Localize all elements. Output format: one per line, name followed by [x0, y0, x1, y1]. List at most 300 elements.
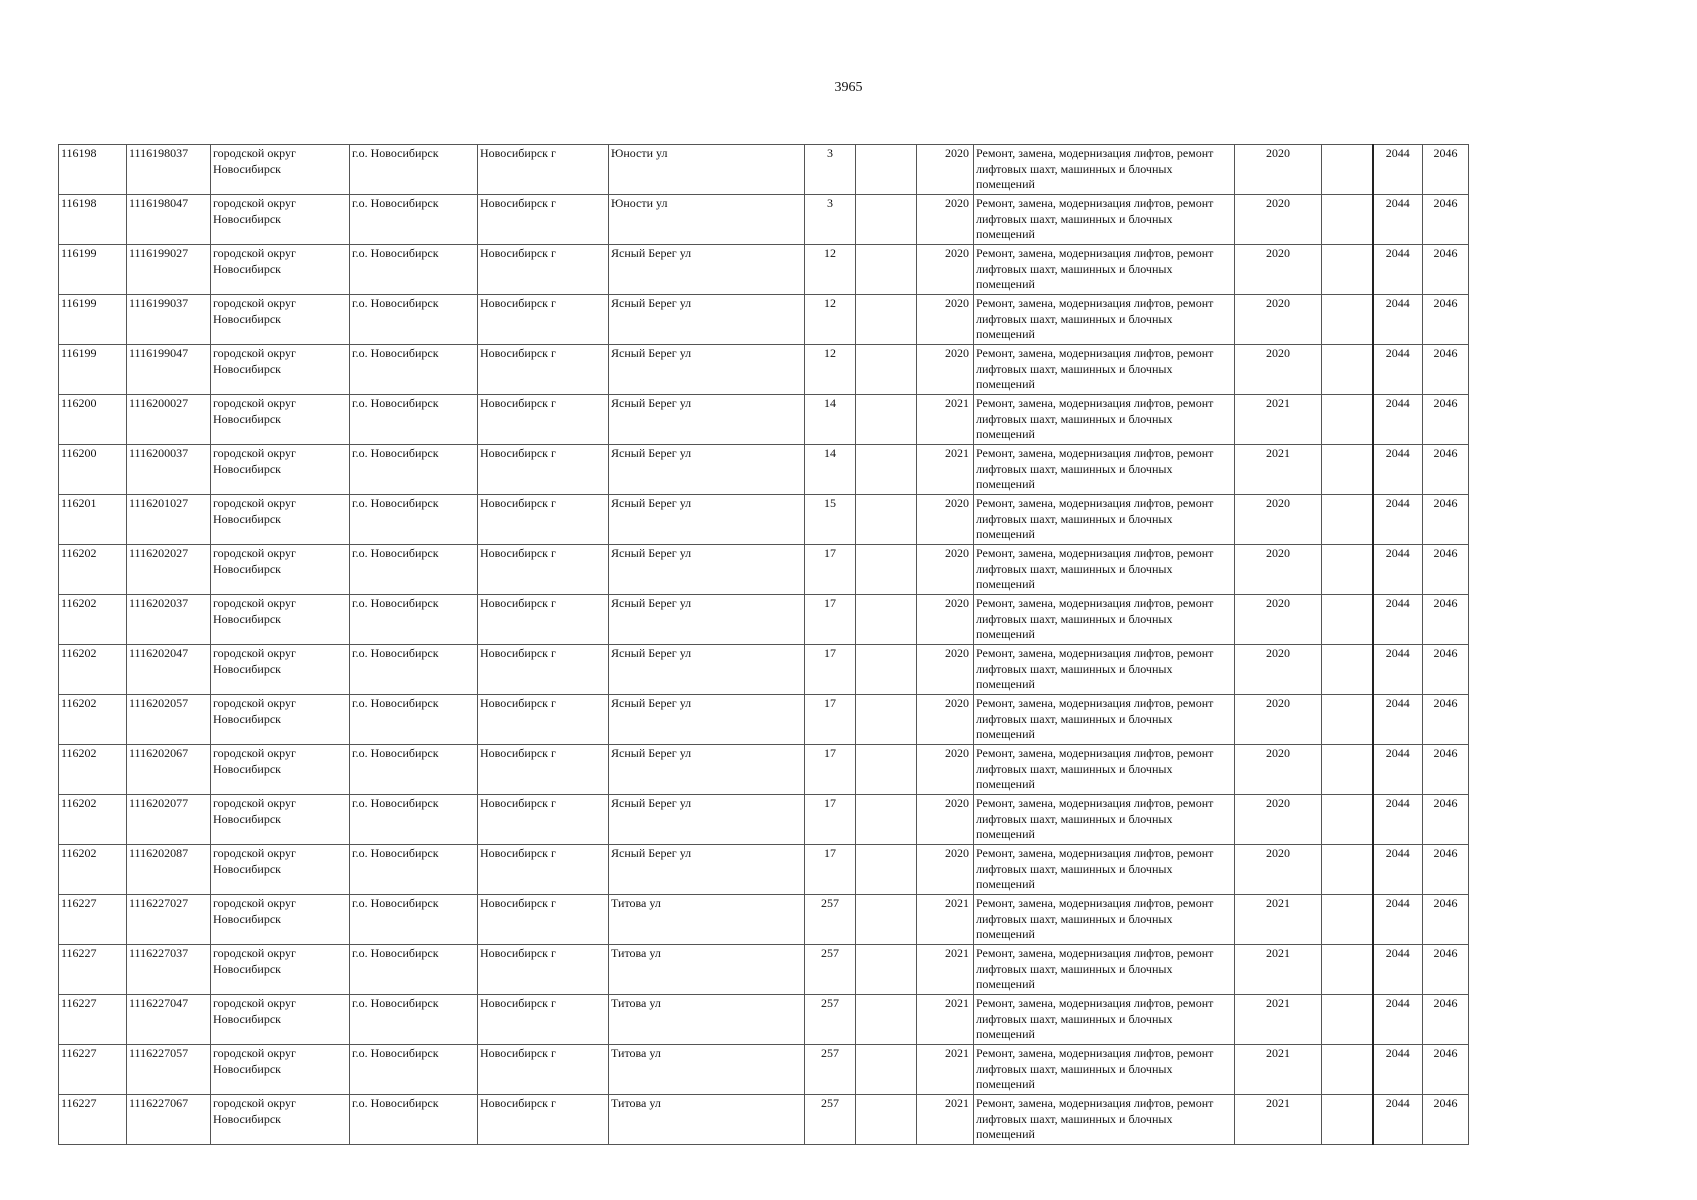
planned-year-cell: 2021: [917, 395, 974, 445]
work-type-cell: Ремонт, замена, модернизация лифтов, ремонт лифтовых шахт, машинных и блочных помещений: [974, 295, 1235, 345]
next-period-start-cell: 2044: [1373, 1095, 1423, 1145]
next-period-start-cell: 2044: [1373, 295, 1423, 345]
city-cell: Новосибирск г: [478, 245, 609, 295]
object-code-cell: 1116202067: [127, 745, 211, 795]
empty-cell: [1322, 145, 1373, 195]
next-period-start-cell: 2044: [1373, 245, 1423, 295]
district-short-cell: г.о. Новосибирск: [350, 595, 478, 645]
district-short-cell: г.о. Новосибирск: [350, 445, 478, 495]
work-year-cell: 2020: [1235, 845, 1322, 895]
work-year-cell: 2020: [1235, 495, 1322, 545]
house-number-cell: 257: [805, 1045, 856, 1095]
work-year-cell: 2020: [1235, 595, 1322, 645]
city-cell: Новосибирск г: [478, 595, 609, 645]
planned-year-cell: 2021: [917, 445, 974, 495]
planned-year-cell: 2020: [917, 545, 974, 595]
work-type-cell: Ремонт, замена, модернизация лифтов, ремонт лифтовых шахт, машинных и блочных помещений: [974, 595, 1235, 645]
building-letter-cell: [856, 245, 917, 295]
planned-year-cell: 2021: [917, 995, 974, 1045]
table-row: [59, 695, 1469, 745]
table-row: [59, 495, 1469, 545]
next-period-end-cell: 2046: [1423, 495, 1469, 545]
work-type-cell: Ремонт, замена, модернизация лифтов, ремонт лифтовых шахт, машинных и блочных помещений: [974, 145, 1235, 195]
next-period-end-cell: 2046: [1423, 395, 1469, 445]
work-type-cell: Ремонт, замена, модернизация лифтов, ремонт лифтовых шахт, машинных и блочных помещений: [974, 645, 1235, 695]
district-short-cell: г.о. Новосибирск: [350, 545, 478, 595]
empty-cell: [1322, 645, 1373, 695]
next-period-start-cell: 2044: [1373, 195, 1423, 245]
house-number-cell: 257: [805, 945, 856, 995]
house-number-cell: 17: [805, 645, 856, 695]
building-id-cell: 116227: [59, 895, 127, 945]
empty-cell: [1322, 745, 1373, 795]
street-cell: Ясный Берег ул: [609, 395, 805, 445]
empty-cell: [1322, 845, 1373, 895]
table-row: [59, 295, 1469, 345]
planned-year-cell: 2020: [917, 345, 974, 395]
work-year-cell: 2020: [1235, 695, 1322, 745]
empty-cell: [1322, 995, 1373, 1045]
municipality-cell: городской округ Новосибирск: [211, 895, 350, 945]
table-row: [59, 895, 1469, 945]
building-id-cell: 116198: [59, 195, 127, 245]
building-letter-cell: [856, 545, 917, 595]
next-period-end-cell: 2046: [1423, 445, 1469, 495]
building-letter-cell: [856, 1045, 917, 1095]
city-cell: Новосибирск г: [478, 995, 609, 1045]
city-cell: Новосибирск г: [478, 895, 609, 945]
street-cell: Ясный Берег ул: [609, 595, 805, 645]
work-year-cell: 2020: [1235, 645, 1322, 695]
house-number-cell: 17: [805, 695, 856, 745]
building-id-cell: 116202: [59, 545, 127, 595]
next-period-end-cell: 2046: [1423, 1045, 1469, 1095]
object-code-cell: 1116202027: [127, 545, 211, 595]
table-row: [59, 845, 1469, 895]
city-cell: Новосибирск г: [478, 445, 609, 495]
municipality-cell: городской округ Новосибирск: [211, 745, 350, 795]
building-letter-cell: [856, 895, 917, 945]
district-short-cell: г.о. Новосибирск: [350, 645, 478, 695]
next-period-start-cell: 2044: [1373, 645, 1423, 695]
planned-year-cell: 2020: [917, 295, 974, 345]
table-row: [59, 595, 1469, 645]
house-number-cell: 15: [805, 495, 856, 545]
building-id-cell: 116200: [59, 445, 127, 495]
city-cell: Новосибирск г: [478, 145, 609, 195]
empty-cell: [1322, 1095, 1373, 1145]
table-row: [59, 445, 1469, 495]
work-type-cell: Ремонт, замена, модернизация лифтов, ремонт лифтовых шахт, машинных и блочных помещений: [974, 395, 1235, 445]
empty-cell: [1322, 1045, 1373, 1095]
object-code-cell: 1116201027: [127, 495, 211, 545]
table-row: [59, 945, 1469, 995]
street-cell: Ясный Берег ул: [609, 645, 805, 695]
city-cell: Новосибирск г: [478, 1095, 609, 1145]
district-short-cell: г.о. Новосибирск: [350, 795, 478, 845]
next-period-start-cell: 2044: [1373, 345, 1423, 395]
city-cell: Новосибирск г: [478, 545, 609, 595]
building-id-cell: 116202: [59, 795, 127, 845]
building-id-cell: 116199: [59, 345, 127, 395]
object-code-cell: 1116227047: [127, 995, 211, 1045]
work-type-cell: Ремонт, замена, модернизация лифтов, ремонт лифтовых шахт, машинных и блочных помещений: [974, 1095, 1235, 1145]
next-period-start-cell: 2044: [1373, 145, 1423, 195]
work-year-cell: 2020: [1235, 195, 1322, 245]
street-cell: Титова ул: [609, 945, 805, 995]
next-period-start-cell: 2044: [1373, 545, 1423, 595]
city-cell: Новосибирск г: [478, 645, 609, 695]
planned-year-cell: 2020: [917, 145, 974, 195]
city-cell: Новосибирск г: [478, 495, 609, 545]
municipality-cell: городской округ Новосибирск: [211, 345, 350, 395]
building-id-cell: 116198: [59, 145, 127, 195]
street-cell: Ясный Берег ул: [609, 545, 805, 595]
work-year-cell: 2021: [1235, 995, 1322, 1045]
city-cell: Новосибирск г: [478, 345, 609, 395]
next-period-end-cell: 2046: [1423, 645, 1469, 695]
building-id-cell: 116227: [59, 945, 127, 995]
municipality-cell: городской округ Новосибирск: [211, 795, 350, 845]
planned-year-cell: 2021: [917, 945, 974, 995]
table-row: [59, 995, 1469, 1045]
street-cell: Юности ул: [609, 145, 805, 195]
municipality-cell: городской округ Новосибирск: [211, 545, 350, 595]
next-period-start-cell: 2044: [1373, 445, 1423, 495]
city-cell: Новосибирск г: [478, 695, 609, 745]
municipality-cell: городской округ Новосибирск: [211, 645, 350, 695]
planned-year-cell: 2020: [917, 195, 974, 245]
object-code-cell: 1116227037: [127, 945, 211, 995]
municipality-cell: городской округ Новосибирск: [211, 145, 350, 195]
house-number-cell: 257: [805, 995, 856, 1045]
work-type-cell: Ремонт, замена, модернизация лифтов, ремонт лифтовых шахт, машинных и блочных помещений: [974, 445, 1235, 495]
house-number-cell: 17: [805, 595, 856, 645]
work-year-cell: 2020: [1235, 745, 1322, 795]
work-year-cell: 2020: [1235, 145, 1322, 195]
next-period-start-cell: 2044: [1373, 1045, 1423, 1095]
building-letter-cell: [856, 695, 917, 745]
work-type-cell: Ремонт, замена, модернизация лифтов, ремонт лифтовых шахт, машинных и блочных помещений: [974, 195, 1235, 245]
building-id-cell: 116201: [59, 495, 127, 545]
building-id-cell: 116202: [59, 695, 127, 745]
empty-cell: [1322, 245, 1373, 295]
city-cell: Новосибирск г: [478, 795, 609, 845]
house-number-cell: 257: [805, 895, 856, 945]
object-code-cell: 1116202077: [127, 795, 211, 845]
next-period-end-cell: 2046: [1423, 545, 1469, 595]
work-type-cell: Ремонт, замена, модернизация лифтов, ремонт лифтовых шахт, машинных и блочных помещений: [974, 795, 1235, 845]
work-year-cell: 2021: [1235, 1045, 1322, 1095]
next-period-end-cell: 2046: [1423, 295, 1469, 345]
building-id-cell: 116227: [59, 995, 127, 1045]
next-period-end-cell: 2046: [1423, 595, 1469, 645]
work-year-cell: 2020: [1235, 345, 1322, 395]
table-row: [59, 1095, 1469, 1145]
street-cell: Титова ул: [609, 1095, 805, 1145]
planned-year-cell: 2021: [917, 1045, 974, 1095]
empty-cell: [1322, 445, 1373, 495]
next-period-start-cell: 2044: [1373, 845, 1423, 895]
empty-cell: [1322, 695, 1373, 745]
municipality-cell: городской округ Новосибирск: [211, 945, 350, 995]
municipality-cell: городской округ Новосибирск: [211, 1095, 350, 1145]
planned-year-cell: 2020: [917, 645, 974, 695]
empty-cell: [1322, 595, 1373, 645]
table-row: [59, 545, 1469, 595]
house-number-cell: 17: [805, 845, 856, 895]
building-id-cell: 116202: [59, 845, 127, 895]
house-number-cell: 14: [805, 395, 856, 445]
planned-year-cell: 2020: [917, 745, 974, 795]
object-code-cell: 1116199037: [127, 295, 211, 345]
planned-year-cell: 2020: [917, 695, 974, 745]
municipality-cell: городской округ Новосибирск: [211, 995, 350, 1045]
work-year-cell: 2021: [1235, 395, 1322, 445]
district-short-cell: г.о. Новосибирск: [350, 495, 478, 545]
object-code-cell: 1116227027: [127, 895, 211, 945]
next-period-end-cell: 2046: [1423, 145, 1469, 195]
street-cell: Ясный Берег ул: [609, 845, 805, 895]
table-row: [59, 195, 1469, 245]
building-letter-cell: [856, 995, 917, 1045]
municipality-cell: городской округ Новосибирск: [211, 595, 350, 645]
table-row: [59, 795, 1469, 845]
table-row: [59, 345, 1469, 395]
building-letter-cell: [856, 195, 917, 245]
next-period-end-cell: 2046: [1423, 795, 1469, 845]
object-code-cell: 1116198047: [127, 195, 211, 245]
district-short-cell: г.о. Новосибирск: [350, 295, 478, 345]
work-year-cell: 2020: [1235, 545, 1322, 595]
work-year-cell: 2020: [1235, 245, 1322, 295]
building-letter-cell: [856, 395, 917, 445]
house-number-cell: 17: [805, 745, 856, 795]
work-type-cell: Ремонт, замена, модернизация лифтов, ремонт лифтовых шахт, машинных и блочных помещений: [974, 745, 1235, 795]
district-short-cell: г.о. Новосибирск: [350, 195, 478, 245]
next-period-end-cell: 2046: [1423, 995, 1469, 1045]
municipality-cell: городской округ Новосибирск: [211, 845, 350, 895]
building-letter-cell: [856, 645, 917, 695]
house-number-cell: 12: [805, 345, 856, 395]
table-row: [59, 745, 1469, 795]
empty-cell: [1322, 345, 1373, 395]
next-period-end-cell: 2046: [1423, 745, 1469, 795]
municipality-cell: городской округ Новосибирск: [211, 245, 350, 295]
next-period-end-cell: 2046: [1423, 195, 1469, 245]
page-number: 3965: [834, 80, 863, 95]
work-type-cell: Ремонт, замена, модернизация лифтов, ремонт лифтовых шахт, машинных и блочных помещений: [974, 695, 1235, 745]
building-letter-cell: [856, 295, 917, 345]
street-cell: Ясный Берег ул: [609, 445, 805, 495]
street-cell: Титова ул: [609, 995, 805, 1045]
district-short-cell: г.о. Новосибирск: [350, 695, 478, 745]
street-cell: Ясный Берег ул: [609, 495, 805, 545]
street-cell: Ясный Берег ул: [609, 745, 805, 795]
registry-table: [58, 144, 1469, 1145]
next-period-start-cell: 2044: [1373, 995, 1423, 1045]
city-cell: Новосибирск г: [478, 745, 609, 795]
next-period-end-cell: 2046: [1423, 345, 1469, 395]
next-period-start-cell: 2044: [1373, 745, 1423, 795]
object-code-cell: 1116198037: [127, 145, 211, 195]
planned-year-cell: 2020: [917, 595, 974, 645]
street-cell: Ясный Берег ул: [609, 795, 805, 845]
empty-cell: [1322, 945, 1373, 995]
next-period-end-cell: 2046: [1423, 1095, 1469, 1145]
planned-year-cell: 2020: [917, 845, 974, 895]
planned-year-cell: 2021: [917, 895, 974, 945]
district-short-cell: г.о. Новосибирск: [350, 745, 478, 795]
next-period-start-cell: 2044: [1373, 895, 1423, 945]
house-number-cell: 257: [805, 1095, 856, 1145]
house-number-cell: 12: [805, 295, 856, 345]
building-letter-cell: [856, 345, 917, 395]
object-code-cell: 1116227067: [127, 1095, 211, 1145]
municipality-cell: городской округ Новосибирск: [211, 195, 350, 245]
object-code-cell: 1116227057: [127, 1045, 211, 1095]
house-number-cell: 14: [805, 445, 856, 495]
building-letter-cell: [856, 1095, 917, 1145]
next-period-end-cell: 2046: [1423, 245, 1469, 295]
street-cell: Юности ул: [609, 195, 805, 245]
table-row: [59, 1045, 1469, 1095]
object-code-cell: 1116200037: [127, 445, 211, 495]
table-row: [59, 395, 1469, 445]
next-period-start-cell: 2044: [1373, 395, 1423, 445]
work-type-cell: Ремонт, замена, модернизация лифтов, ремонт лифтовых шахт, машинных и блочных помещений: [974, 945, 1235, 995]
city-cell: Новосибирск г: [478, 195, 609, 245]
street-cell: Ясный Берег ул: [609, 345, 805, 395]
building-letter-cell: [856, 445, 917, 495]
work-year-cell: 2021: [1235, 1095, 1322, 1145]
work-type-cell: Ремонт, замена, модернизация лифтов, ремонт лифтовых шахт, машинных и блочных помещений: [974, 995, 1235, 1045]
object-code-cell: 1116199047: [127, 345, 211, 395]
building-id-cell: 116227: [59, 1045, 127, 1095]
house-number-cell: 17: [805, 795, 856, 845]
work-type-cell: Ремонт, замена, модернизация лифтов, ремонт лифтовых шахт, машинных и блочных помещений: [974, 845, 1235, 895]
building-letter-cell: [856, 795, 917, 845]
object-code-cell: 1116200027: [127, 395, 211, 445]
building-letter-cell: [856, 945, 917, 995]
municipality-cell: городской округ Новосибирск: [211, 395, 350, 445]
street-cell: Титова ул: [609, 1045, 805, 1095]
house-number-cell: 3: [805, 195, 856, 245]
house-number-cell: 17: [805, 545, 856, 595]
work-year-cell: 2021: [1235, 445, 1322, 495]
work-year-cell: 2020: [1235, 295, 1322, 345]
city-cell: Новосибирск г: [478, 845, 609, 895]
municipality-cell: городской округ Новосибирск: [211, 445, 350, 495]
table-row: [59, 145, 1469, 195]
empty-cell: [1322, 495, 1373, 545]
work-type-cell: Ремонт, замена, модернизация лифтов, ремонт лифтовых шахт, машинных и блочных помещений: [974, 495, 1235, 545]
empty-cell: [1322, 895, 1373, 945]
district-short-cell: г.о. Новосибирск: [350, 145, 478, 195]
house-number-cell: 3: [805, 145, 856, 195]
registry-body: [59, 145, 1469, 1145]
municipality-cell: городской округ Новосибирск: [211, 495, 350, 545]
building-id-cell: 116202: [59, 645, 127, 695]
empty-cell: [1322, 195, 1373, 245]
building-letter-cell: [856, 495, 917, 545]
table-row: [59, 645, 1469, 695]
district-short-cell: г.о. Новосибирск: [350, 995, 478, 1045]
object-code-cell: 1116202047: [127, 645, 211, 695]
next-period-start-cell: 2044: [1373, 795, 1423, 845]
planned-year-cell: 2020: [917, 795, 974, 845]
object-code-cell: 1116202087: [127, 845, 211, 895]
work-type-cell: Ремонт, замена, модернизация лифтов, ремонт лифтовых шахт, машинных и блочных помещений: [974, 245, 1235, 295]
district-short-cell: г.о. Новосибирск: [350, 1095, 478, 1145]
municipality-cell: городской округ Новосибирск: [211, 295, 350, 345]
building-id-cell: 116199: [59, 245, 127, 295]
district-short-cell: г.о. Новосибирск: [350, 245, 478, 295]
building-letter-cell: [856, 845, 917, 895]
next-period-start-cell: 2044: [1373, 495, 1423, 545]
next-period-start-cell: 2044: [1373, 945, 1423, 995]
municipality-cell: городской округ Новосибирск: [211, 695, 350, 745]
planned-year-cell: 2020: [917, 495, 974, 545]
street-cell: Ясный Берег ул: [609, 695, 805, 745]
district-short-cell: г.о. Новосибирск: [350, 345, 478, 395]
next-period-start-cell: 2044: [1373, 595, 1423, 645]
street-cell: Ясный Берег ул: [609, 295, 805, 345]
work-year-cell: 2021: [1235, 945, 1322, 995]
street-cell: Титова ул: [609, 895, 805, 945]
district-short-cell: г.о. Новосибирск: [350, 1045, 478, 1095]
next-period-start-cell: 2044: [1373, 695, 1423, 745]
city-cell: Новосибирск г: [478, 1045, 609, 1095]
city-cell: Новосибирск г: [478, 395, 609, 445]
building-id-cell: 116202: [59, 745, 127, 795]
building-letter-cell: [856, 145, 917, 195]
empty-cell: [1322, 395, 1373, 445]
table-row: [59, 245, 1469, 295]
next-period-end-cell: 2046: [1423, 845, 1469, 895]
building-id-cell: 116199: [59, 295, 127, 345]
district-short-cell: г.о. Новосибирск: [350, 895, 478, 945]
district-short-cell: г.о. Новосибирск: [350, 395, 478, 445]
building-letter-cell: [856, 745, 917, 795]
city-cell: Новосибирск г: [478, 295, 609, 345]
next-period-end-cell: 2046: [1423, 895, 1469, 945]
district-short-cell: г.о. Новосибирск: [350, 945, 478, 995]
planned-year-cell: 2021: [917, 1095, 974, 1145]
work-type-cell: Ремонт, замена, модернизация лифтов, ремонт лифтовых шахт, машинных и блочных помещений: [974, 895, 1235, 945]
work-type-cell: Ремонт, замена, модернизация лифтов, ремонт лифтовых шахт, машинных и блочных помещений: [974, 1045, 1235, 1095]
city-cell: Новосибирск г: [478, 945, 609, 995]
municipality-cell: городской округ Новосибирск: [211, 1045, 350, 1095]
empty-cell: [1322, 795, 1373, 845]
next-period-end-cell: 2046: [1423, 945, 1469, 995]
work-year-cell: 2021: [1235, 895, 1322, 945]
empty-cell: [1322, 545, 1373, 595]
work-type-cell: Ремонт, замена, модернизация лифтов, ремонт лифтовых шахт, машинных и блочных помещений: [974, 545, 1235, 595]
planned-year-cell: 2020: [917, 245, 974, 295]
work-type-cell: Ремонт, замена, модернизация лифтов, ремонт лифтовых шахт, машинных и блочных помещений: [974, 345, 1235, 395]
building-letter-cell: [856, 595, 917, 645]
object-code-cell: 1116202057: [127, 695, 211, 745]
district-short-cell: г.о. Новосибирск: [350, 845, 478, 895]
street-cell: Ясный Берег ул: [609, 245, 805, 295]
house-number-cell: 12: [805, 245, 856, 295]
building-id-cell: 116227: [59, 1095, 127, 1145]
object-code-cell: 1116199027: [127, 245, 211, 295]
work-year-cell: 2020: [1235, 795, 1322, 845]
building-id-cell: 116202: [59, 595, 127, 645]
building-id-cell: 116200: [59, 395, 127, 445]
